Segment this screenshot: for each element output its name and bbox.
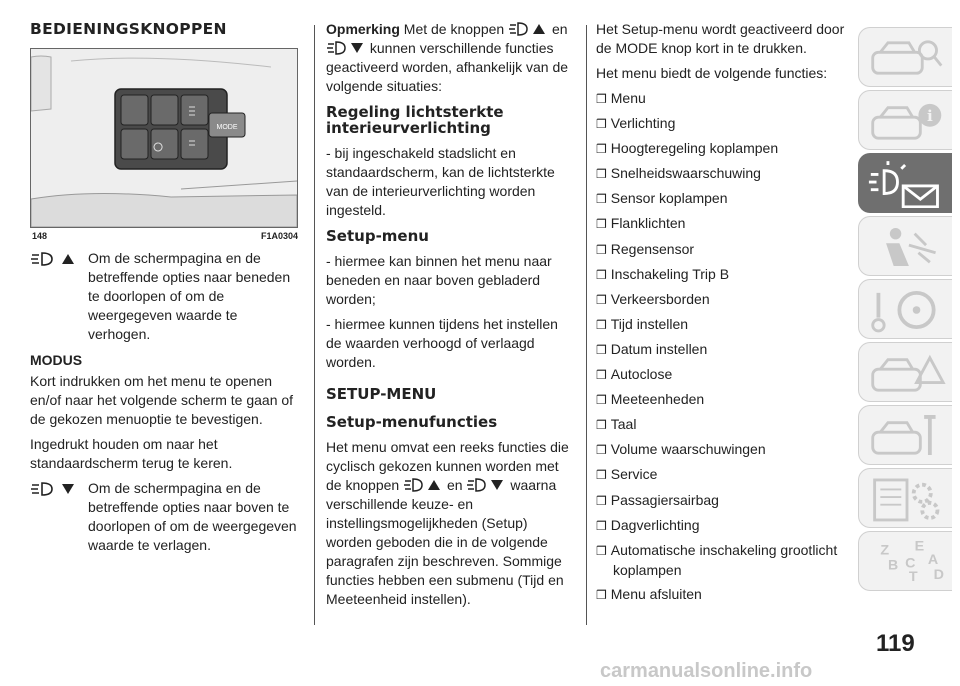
column-2 xyxy=(326,20,574,615)
headlight-up-icon xyxy=(403,477,443,493)
note-paragraph xyxy=(326,20,574,96)
setup-menu-item-label: Volume waarschuwingen xyxy=(610,441,766,458)
setup-menu-item xyxy=(596,164,848,184)
heading-setup-menu-caps: SETUP-MENU xyxy=(326,385,437,403)
index-letter: C xyxy=(905,555,916,572)
setup-menu-list xyxy=(596,89,848,605)
headlight-up-icon xyxy=(30,250,78,268)
setup-menu-item xyxy=(596,585,848,605)
up-button-description xyxy=(30,249,300,344)
note-label: Opmerking xyxy=(326,21,400,37)
setup-menu-item-label: Inschakeling Trip B xyxy=(610,265,730,282)
column-divider-2 xyxy=(586,25,587,625)
figure-caption xyxy=(30,228,300,241)
checkbox-icon: ❒ xyxy=(596,468,607,483)
figure-code: F1A0304 xyxy=(260,231,298,241)
checkbox-icon: ❒ xyxy=(596,242,607,257)
chapter-tab[interactable] xyxy=(858,342,952,402)
checkbox-icon: ❒ xyxy=(596,493,607,508)
checkbox-icon: ❒ xyxy=(596,393,607,408)
headlight-down-icon xyxy=(466,477,506,493)
paragraph-setup-menu-1: - hiermee kan binnen het menu naar beneden en naar boven gebladerd worden; xyxy=(326,253,552,307)
setup-menu-item-label: Tijd instellen xyxy=(610,315,689,332)
setup-intro-paragraph: Het Setup-menu wordt geactiveerd door de MODE knop kort in te drukken. xyxy=(596,21,845,56)
chapter-tab[interactable] xyxy=(858,468,952,528)
checkbox-icon: ❒ xyxy=(596,418,607,433)
chapter-tab[interactable] xyxy=(858,27,952,87)
checkbox-icon: ❒ xyxy=(596,267,607,282)
section-heading-bedieningsknoppen: BEDIENINGSKNOPPEN xyxy=(30,20,227,38)
paragraph-setup-menu-2: - hiermee kunnen tijdens het instellen de waarden verhoogd of verlaagd worden. xyxy=(326,316,558,370)
setup-menu-item-label: Autoclose xyxy=(610,366,673,383)
alphabet-index-icon xyxy=(867,538,947,586)
figure-left-label: 148 xyxy=(32,231,48,241)
setup-menu-item xyxy=(596,440,848,460)
airbag-seat-icon xyxy=(867,223,947,271)
down-button-description xyxy=(30,479,300,555)
setup-menu-item xyxy=(596,315,848,335)
setup-menu-item-label: Verkeersborden xyxy=(610,290,710,307)
setup-menu-item-label: Datum instellen xyxy=(610,340,708,357)
setup-menu-item-label: Flanklichten xyxy=(610,215,686,232)
svg-text:i: i xyxy=(926,107,933,125)
setup-menu-item-label: Automatische inschakeling grootlicht koplampen xyxy=(610,541,838,578)
paragraph-setup-functions xyxy=(326,438,574,609)
note-text-b: kunnen verschillende functies geactiveerd worden, afhankelijk van de volgende situaties: xyxy=(326,40,569,94)
checkbox-icon: ❒ xyxy=(596,142,607,157)
checkbox-icon: ❒ xyxy=(596,292,607,307)
setup-menu-item-label: Hoogteregeling koplampen xyxy=(610,140,779,157)
mode-button-label: MODE xyxy=(216,124,238,131)
setup-menu-item xyxy=(596,491,848,511)
checkbox-icon: ❒ xyxy=(596,167,607,182)
checkbox-icon: ❒ xyxy=(596,117,607,132)
column-1 xyxy=(30,20,300,555)
checkbox-icon: ❒ xyxy=(596,518,607,533)
checkbox-icon: ❒ xyxy=(596,92,607,106)
watermark: carmanualsonline.info xyxy=(600,660,813,682)
index-letter: E xyxy=(914,538,925,555)
setup-menu-item xyxy=(596,365,848,385)
setup-menu-item-label: Menu afsluiten xyxy=(610,585,702,602)
chapter-tab[interactable] xyxy=(858,531,952,591)
heading-setup-menu: Setup-menu xyxy=(326,227,429,245)
setup-menu-item xyxy=(596,89,848,109)
setup-menu-item-label: Dagverlichting xyxy=(610,516,700,533)
setup-menu-item xyxy=(596,340,848,360)
checkbox-icon: ❒ xyxy=(596,543,607,558)
car-service-wrench-icon xyxy=(867,412,947,460)
setup-menu-item xyxy=(596,114,848,134)
control-panel-illustration xyxy=(31,49,297,227)
setup-menu-item xyxy=(596,290,848,310)
setup-menu-item xyxy=(596,139,848,159)
setup-menu-item xyxy=(596,240,848,260)
setup-menu-item xyxy=(596,390,848,410)
checkbox-icon: ❒ xyxy=(596,217,607,232)
chapter-tab[interactable] xyxy=(858,216,952,276)
headlight-up-icon xyxy=(508,21,548,37)
setup-functions-intro: Het menu biedt de volgende functies: xyxy=(596,65,828,81)
chapter-tab[interactable] xyxy=(858,90,952,150)
chapter-tab[interactable] xyxy=(858,153,952,213)
setup-menu-item xyxy=(596,189,848,209)
index-letter: B xyxy=(887,557,899,574)
index-letter: A xyxy=(927,551,939,568)
setup-menu-item-label: Verlichting xyxy=(610,115,676,132)
car-search-icon xyxy=(867,34,947,82)
index-letter: T xyxy=(908,569,918,586)
car-warning-triangle-icon xyxy=(867,349,947,397)
car-info-icon xyxy=(867,97,947,145)
document-gears-icon xyxy=(867,475,947,523)
chapter-tab[interactable] xyxy=(858,405,952,465)
down-button-text: Om de schermpagina en de betreffende opties naar boven te doorlopen of om de weergegeven waarde te verlagen. xyxy=(88,480,297,553)
setup-menu-item-label: Menu xyxy=(610,90,646,106)
checkbox-icon: ❒ xyxy=(596,587,607,602)
heading-interior-light: Regeling lichtsterkte interieurverlichting xyxy=(326,103,504,137)
setup-menu-item-label: Regensensor xyxy=(610,240,695,257)
figure-control-buttons xyxy=(30,48,298,228)
checkbox-icon: ❒ xyxy=(596,368,607,383)
paragraph-interior-light: - bij ingeschakeld stadslicht en standaardscherm, kan de lichtsterkte van de interieurverlichting worden ingesteld. xyxy=(326,145,555,218)
setup-menu-item-label: Taal xyxy=(610,416,637,433)
heading-setup-menu-functions: Setup-menufuncties xyxy=(326,413,498,431)
modus-paragraph-1: Kort indrukken om het menu te openen en/of naar het volgende scherm te gaan of de gekozen menuoptie te bevestigen. xyxy=(30,373,294,427)
checkbox-icon: ❒ xyxy=(596,342,607,357)
column-3 xyxy=(596,20,848,610)
checkbox-icon: ❒ xyxy=(596,443,607,458)
note-en: en xyxy=(551,21,568,37)
modus-label: MODUS xyxy=(30,352,83,368)
chapter-tab[interactable] xyxy=(858,279,952,339)
setup-menu-item xyxy=(596,465,848,485)
modus-paragraph-2: Ingedrukt houden om naar het standaardscherm terug te keren. xyxy=(30,436,233,471)
setup-menu-item xyxy=(596,265,848,285)
up-button-text: Om de schermpagina en de betreffende opties naar beneden te doorlopen of om de weergegeven waarde te verhogen. xyxy=(88,250,291,342)
chapter-sidebar xyxy=(858,27,952,594)
setup-menu-item-label: Passagiersairbag xyxy=(610,491,719,508)
setup-menu-item-label: Snelheidswaarschuwing xyxy=(610,165,761,182)
setup-menu-item xyxy=(596,541,848,580)
setup-menu-item xyxy=(596,415,848,435)
column-divider-1 xyxy=(314,25,315,625)
page-number: 119 xyxy=(876,630,915,657)
functions-text-a: Het menu omvat een reeks functies die cyclisch gekozen kunnen worden met de knoppen xyxy=(326,439,569,493)
index-letter: Z xyxy=(880,542,890,559)
functions-en: en xyxy=(446,477,463,493)
setup-menu-item-label: Meeteenheden xyxy=(610,391,705,408)
functions-text-b: waarna verschillende keuze- en instellingsmogelijkheden (Setup) worden geboden die in de volgende paragrafen zijn beschreven. Sommige functies hebben een submenu (Tijd en Meeteenheid instellen). xyxy=(326,477,564,607)
light-warning-icon xyxy=(867,160,947,208)
setup-menu-item-label: Service xyxy=(610,466,658,483)
note-text-a: Met de knoppen xyxy=(403,21,505,37)
headlight-down-icon xyxy=(326,40,366,56)
setup-menu-item-label: Sensor koplampen xyxy=(610,190,728,207)
checkbox-icon: ❒ xyxy=(596,192,607,207)
setup-menu-item xyxy=(596,214,848,234)
index-letter: D xyxy=(933,567,944,584)
setup-menu-item xyxy=(596,516,848,536)
headlight-down-icon xyxy=(30,480,78,498)
checkbox-icon: ❒ xyxy=(596,317,607,332)
steering-wheel-key-icon xyxy=(867,286,947,334)
